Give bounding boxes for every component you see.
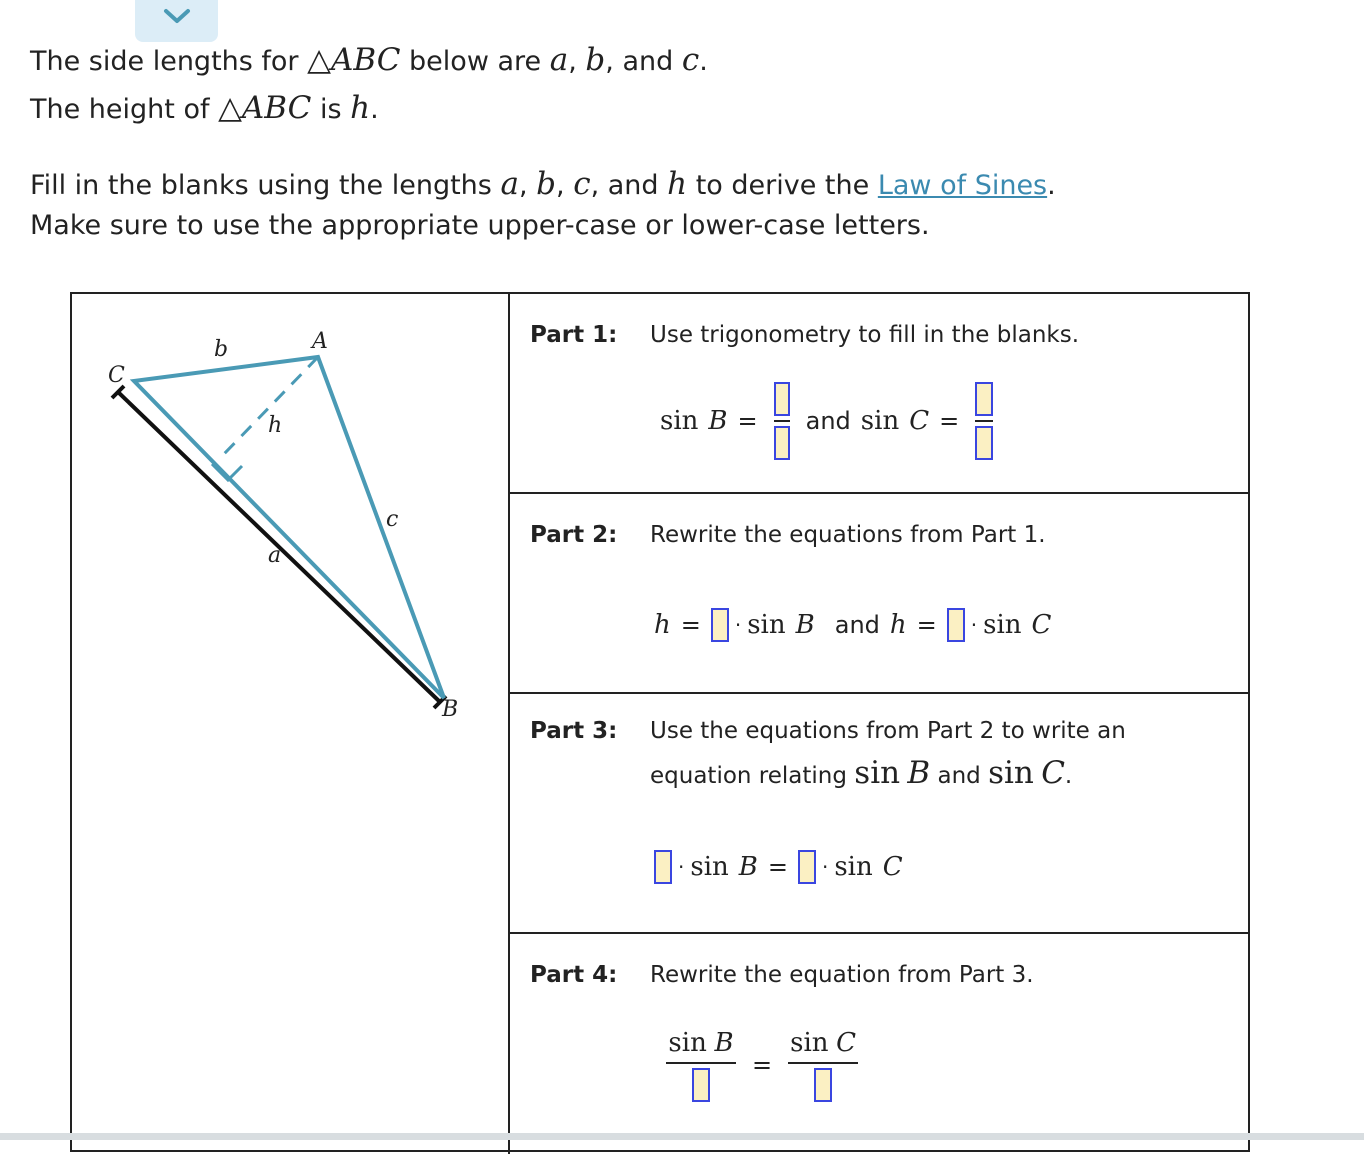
part4-right-denominator-input[interactable] xyxy=(814,1068,832,1102)
part-4-label: Part 4: xyxy=(530,962,618,988)
part4-left-fraction: sin B xyxy=(666,1028,736,1102)
triangle-figure xyxy=(72,294,510,1154)
law-of-sines-link[interactable]: Law of Sines xyxy=(877,170,1048,201)
h-sinC-coefficient-input[interactable] xyxy=(947,608,965,642)
intro-line-2: The height of △ABC is h. xyxy=(30,90,379,126)
sinB-denominator-input[interactable] xyxy=(774,426,790,460)
chevron-down-icon xyxy=(163,6,191,26)
label-B: B xyxy=(442,697,459,722)
intro-line-1: The side lengths for △ABC below are a, b, and c. xyxy=(30,42,708,78)
part-2-equation: h = · sin B and h = · sin C xyxy=(654,610,1052,640)
part-2-text: Rewrite the equations from Part 1. xyxy=(650,522,1046,548)
label-c: c xyxy=(386,507,399,532)
sinB-fraction xyxy=(774,382,790,460)
intro-line-4: Make sure to use the appropriate upper-case or lower-case letters. xyxy=(30,210,930,241)
part-4-text: Rewrite the equation from Part 3. xyxy=(650,962,1034,988)
part-1-label: Part 1: xyxy=(530,322,618,348)
h-sinB-coefficient-input[interactable] xyxy=(711,608,729,642)
label-h: h xyxy=(268,413,283,438)
part-4-row xyxy=(510,934,1250,1154)
collapse-button[interactable] xyxy=(135,0,218,42)
part-2-label: Part 2: xyxy=(530,522,618,548)
intro-line-3: Fill in the blanks using the lengths a, b, c, and h to derive the Law of Sines. xyxy=(30,166,1056,202)
part-3-text: Use the equations from Part 2 to write an equation relating sin B and sin C. xyxy=(650,718,1126,791)
label-A: A xyxy=(312,329,328,354)
sinB-numerator-input[interactable] xyxy=(774,382,790,416)
part4-left-denominator-input[interactable] xyxy=(692,1068,710,1102)
part3-sinC-coefficient-input[interactable] xyxy=(798,850,816,884)
part3-sinB-coefficient-input[interactable] xyxy=(654,850,672,884)
part-1-text: Use trigonometry to fill in the blanks. xyxy=(650,322,1080,348)
sinC-numerator-input[interactable] xyxy=(975,382,993,416)
sinC-fraction xyxy=(975,382,993,460)
part-2-row xyxy=(510,494,1250,694)
sinC-denominator-input[interactable] xyxy=(975,426,993,460)
problem-table xyxy=(70,292,1250,1152)
label-b: b xyxy=(214,337,229,362)
triangle-diagram xyxy=(72,294,508,1134)
part4-right-fraction: sin C xyxy=(788,1028,858,1102)
part-1-equation: sin B = and sin C = xyxy=(660,382,999,460)
part-4-equation: sin B = sin C xyxy=(660,1028,864,1102)
bottom-bar xyxy=(0,1133,1364,1140)
part-3-label: Part 3: xyxy=(530,718,618,744)
part-3-row xyxy=(510,694,1250,934)
part-3-equation: · sin B = · sin C xyxy=(654,850,903,884)
label-C: C xyxy=(108,363,125,388)
label-a: a xyxy=(268,543,282,568)
part-1-row xyxy=(510,294,1250,494)
